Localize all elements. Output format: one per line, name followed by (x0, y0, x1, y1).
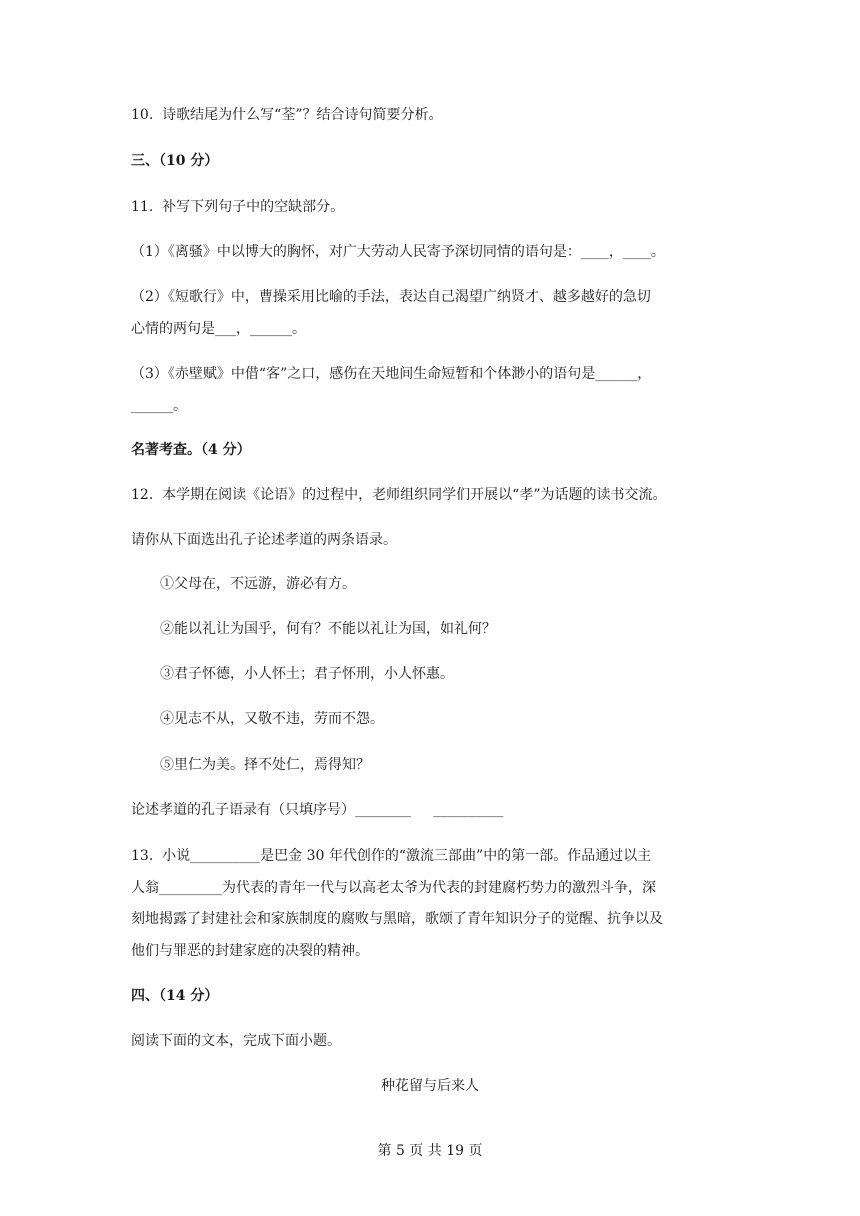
question-12-line1: 12. 本学期在阅读《论语》的过程中，老师组织同学们开展以“孝”为话题的读书交流。 (131, 487, 667, 503)
question-12-answer-line: 论述孝道的孔子语录有（只填序号）________ __________ (131, 802, 504, 818)
question-11: 11. 补写下列句子中的空缺部分。 (131, 199, 345, 215)
option-item: ①父母在，不远游，游必有方。 (160, 576, 356, 592)
question-12-line2: 请你从下面选出孔子论述孝道的两条语录。 (131, 532, 397, 548)
question-10: 10. 诗歌结尾为什么写“荃”？结合诗句简要分析。 (131, 107, 443, 123)
question-13-line3: 刻地揭露了封建社会和家族制度的腐败与黑暗，歌颂了青年知识分子的觉醒、抗争以及 (131, 911, 663, 927)
passage-title: 种花留与后来人 (381, 1078, 479, 1094)
page-footer: 第 5 页 共 19 页 (377, 1143, 483, 1159)
question-11-3-line1: （3）《赤壁赋》中借“客”之口，感伤在天地间生命短暂和个体渺小的语句是______， (131, 366, 652, 382)
option-item: ②能以礼让为国乎，何有？不能以礼让为国，如礼何？ (160, 621, 496, 637)
question-13-line1: 13. 小说__________是巴金 30 年代创作的“激流三部曲”中的第一部。作品通过以主 (131, 848, 652, 864)
question-13-line4: 他们与罪恶的封建家庭的决裂的精神。 (131, 943, 369, 959)
section-heading-3: 三、（10 分） (131, 153, 219, 169)
section-heading-4: 四、（14 分） (131, 988, 219, 1004)
option-item: ③君子怀德，小人怀土；君子怀刑，小人怀惠。 (160, 666, 454, 682)
option-item: ⑤里仁为美。择不处仁，焉得知？ (160, 757, 370, 773)
question-11-2-line2: 心情的两句是___，______。 (131, 321, 306, 337)
question-11-3-line2: ______。 (131, 398, 187, 414)
question-11-1: （1）《离骚》中以博大的胸怀，对广大劳动人民寄予深切同情的语句是：____，____。 (131, 244, 665, 260)
question-13-line2: 人翁_________为代表的青年一代与以高老太爷为代表的封建腐朽势力的激烈斗争，深 (131, 880, 656, 896)
question-11-2-line1: （2）《短歌行》中，曹操采用比喻的手法，表达自己渴望广纳贤才、越多越好的急切 (131, 289, 651, 305)
reading-instruction: 阅读下面的文本，完成下面小题。 (131, 1033, 341, 1049)
section-heading-mingzhu: 名著考查。（4 分） (131, 442, 251, 458)
option-item: ④见志不从，又敬不违，劳而不怨。 (160, 711, 384, 727)
